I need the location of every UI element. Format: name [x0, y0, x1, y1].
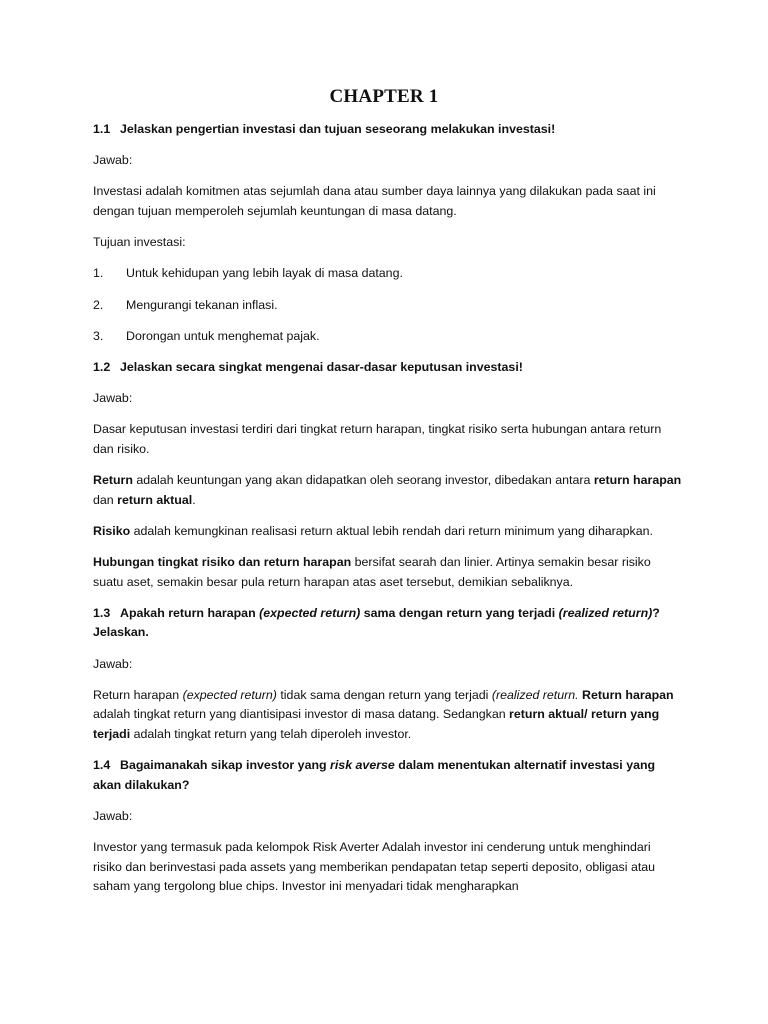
answer-label: Jawab:	[93, 391, 133, 406]
list-text: Untuk kehidupan yang lebih layak di masa datang.	[126, 266, 403, 281]
document-body	[93, 120, 683, 909]
text-run: adalah tingkat return yang diantisipasi investor di masa datang. Sedangkan	[93, 707, 510, 722]
text-run: Return harapan	[93, 687, 183, 702]
question-1-4	[93, 756, 683, 795]
question-number: 1.2	[93, 359, 111, 374]
list-item	[93, 264, 683, 284]
text-run: adalah kemungkinan realisasi return aktual lebih rendah dari return minimum yang diharapkan.	[130, 523, 653, 538]
bold-term: return aktual/ return yang terjadi	[93, 707, 660, 741]
answer-label: Jawab:	[93, 656, 133, 671]
bold-term: Hubungan tingkat risiko dan return harapan	[93, 555, 352, 570]
answer-paragraph	[93, 686, 683, 745]
question-1-2	[93, 358, 683, 378]
answer-paragraph: Dasar keputusan investasi terdiri dari tingkat return harapan, tingkat risiko serta hubungan antara return dan risiko.	[93, 422, 662, 456]
italic-term: (expected return)	[259, 605, 361, 620]
question-text: Jelaskan secara singkat mengenai dasar-dasar keputusan investasi!	[120, 359, 523, 374]
risiko-paragraph	[93, 522, 683, 542]
question-1-3	[93, 604, 683, 643]
list-number: 1.	[93, 266, 104, 281]
bold-term: Return harapan	[578, 687, 674, 702]
bold-term: Risiko	[93, 523, 131, 538]
italic-term: risk averse	[330, 758, 395, 773]
list-item	[93, 296, 683, 316]
return-paragraph	[93, 471, 683, 510]
answer-paragraph: Investasi adalah komitmen atas sejumlah dana atau sumber daya lainnya yang dilakukan pada saat ini dengan tujuan memperoleh sejumlah keuntungan di masa datang.	[93, 184, 656, 218]
list-text: Dorongan untuk menghemat pajak.	[126, 328, 320, 343]
bold-term: Return	[93, 473, 133, 488]
answer-label: Jawab:	[93, 808, 133, 823]
text-run: Bagaimanakah sikap investor yang	[120, 758, 331, 773]
text-run: ? Jelaskan.	[93, 605, 660, 640]
chapter-title: CHAPTER 1	[329, 86, 439, 107]
text-run: adalah tingkat return yang telah diperoleh investor.	[130, 726, 412, 741]
text-run: dan	[93, 492, 118, 507]
italic-term: (expected return)	[182, 687, 277, 702]
question-number: 1.4	[93, 758, 111, 773]
text-run: sama dengan return yang terjadi	[360, 605, 559, 620]
italic-term: (realized return)	[558, 605, 653, 620]
text-run: adalah keuntungan yang akan didapatkan oleh seorang investor, dibedakan antara	[132, 473, 594, 488]
list-number: 2.	[93, 297, 104, 312]
hubungan-paragraph	[93, 553, 683, 592]
question-1-1	[93, 120, 683, 140]
list-number: 3.	[93, 328, 104, 343]
question-number: 1.3	[93, 605, 111, 620]
text-run: dalam menentukan alternatif investasi yang akan dilakukan?	[93, 758, 656, 792]
text-run: bersifat searah dan linier. Artinya semakin besar risiko suatu aset, semakin besar pula return harapan atas aset tersebut, demikian sebaliknya.	[93, 555, 651, 589]
bold-term: return harapan	[593, 473, 682, 488]
question-text: Jelaskan pengertian investasi dan tujuan seseorang melakukan investasi!	[120, 122, 556, 136]
list-text: Mengurangi tekanan inflasi.	[126, 297, 278, 312]
tujuan-label: Tujuan investasi:	[93, 235, 186, 250]
text-run: tidak sama dengan return yang terjadi	[276, 687, 492, 702]
list-item	[93, 327, 683, 347]
answer-paragraph: Investor yang termasuk pada kelompok Risk Averter Adalah investor ini cenderung untuk menghindari risiko dan berinvestasi pada assets yang memberikan pendapatan tetap seperti deposito, obligasi atau saham yang tergolong blue chips. Investor ini menyadari tidak mengharapkan	[93, 840, 656, 894]
bold-term: return aktual	[117, 492, 193, 507]
text-run: Apakah return harapan	[120, 605, 260, 620]
text-run: .	[192, 492, 196, 507]
answer-label: Jawab:	[93, 153, 133, 168]
question-number: 1.1	[93, 122, 111, 136]
italic-term: (realized return.	[491, 687, 579, 702]
